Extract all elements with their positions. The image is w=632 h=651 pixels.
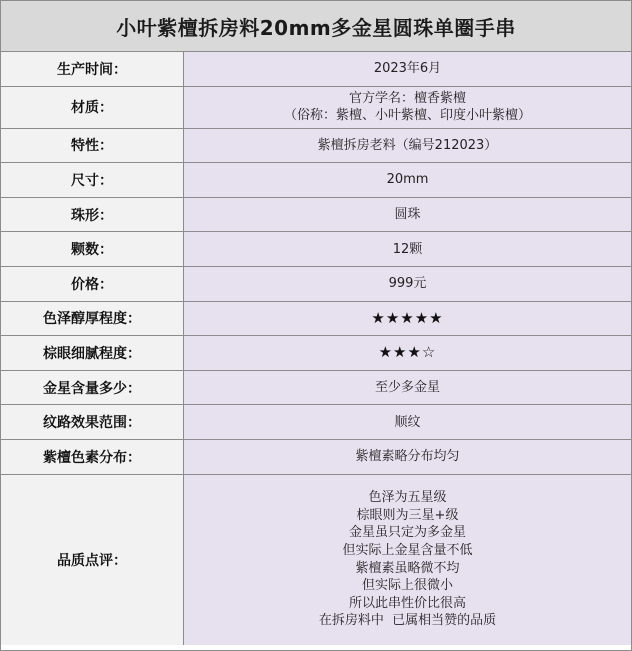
quality-review-label: 品质点评： bbox=[1, 475, 184, 645]
row-bead-shape bbox=[1, 198, 631, 233]
quality-review-line: 但实际上很微小 bbox=[361, 578, 453, 594]
material-value bbox=[184, 87, 631, 128]
texture-range-value: 顺纹 bbox=[184, 405, 631, 439]
row-price bbox=[1, 267, 631, 302]
production-time-value: 2023年6月 bbox=[184, 52, 631, 86]
table-title: 小叶紫檀拆房料20mm多金星圆珠单圈手串 bbox=[1, 1, 631, 52]
row-count bbox=[1, 232, 631, 267]
row-production-time bbox=[1, 52, 631, 87]
count-value: 12颗 bbox=[184, 232, 631, 266]
row-property bbox=[1, 129, 631, 164]
row-texture-range bbox=[1, 405, 631, 440]
grain-fineness-star-rating: ★★★☆ bbox=[184, 336, 631, 370]
quality-review-line: 紫檀素虽略微不均 bbox=[355, 560, 460, 576]
quality-review-line: 棕眼则为三星+级 bbox=[356, 507, 459, 523]
grain-fineness-label: 棕眼细腻程度： bbox=[1, 336, 184, 370]
pigment-distribution-label: 紫檀色素分布： bbox=[1, 440, 184, 474]
bead-shape-label: 珠形： bbox=[1, 198, 184, 232]
row-size bbox=[1, 163, 631, 198]
count-label: 颗数： bbox=[1, 232, 184, 266]
color-richness-label: 色泽醇厚程度： bbox=[1, 302, 184, 336]
price-label: 价格： bbox=[1, 267, 184, 301]
pigment-distribution-value: 紫檀素略分布均匀 bbox=[184, 440, 631, 474]
row-material bbox=[1, 87, 631, 129]
row-grain-fineness bbox=[1, 336, 631, 371]
property-value: 紫檀拆房老料（编号212023） bbox=[184, 129, 631, 163]
quality-review-line: 金星虽只定为多金星 bbox=[348, 525, 466, 541]
gold-star-value: 至少多金星 bbox=[184, 371, 631, 405]
production-time-label: 生产时间： bbox=[1, 52, 184, 86]
bead-shape-value: 圆珠 bbox=[184, 198, 631, 232]
row-quality-review bbox=[1, 475, 631, 645]
row-gold-star bbox=[1, 371, 631, 406]
material-official-name: 官方学名：檀香紫檀 bbox=[348, 91, 466, 107]
material-common-names: （俗称：紫檀、小叶紫檀、印度小叶紫檀） bbox=[283, 108, 531, 124]
quality-review-line: 但实际上金星含量不低 bbox=[342, 542, 473, 558]
size-label: 尺寸： bbox=[1, 163, 184, 197]
texture-range-label: 纹路效果范围： bbox=[1, 405, 184, 439]
color-richness-star-rating: ★★★★★ bbox=[184, 302, 631, 336]
quality-review-line: 色泽为五星级 bbox=[368, 490, 447, 506]
quality-review-value bbox=[184, 475, 631, 645]
property-label: 特性： bbox=[1, 129, 184, 163]
price-value: 999元 bbox=[184, 267, 631, 301]
quality-review-line: 在拆房料中 已属相当赞的品质 bbox=[318, 613, 497, 629]
quality-review-line: 所以此串性价比很高 bbox=[348, 595, 466, 611]
gold-star-label: 金星含量多少： bbox=[1, 371, 184, 405]
material-label: 材质： bbox=[1, 87, 184, 128]
row-color-richness bbox=[1, 302, 631, 337]
size-value: 20mm bbox=[184, 163, 631, 197]
row-pigment-distribution bbox=[1, 440, 631, 475]
